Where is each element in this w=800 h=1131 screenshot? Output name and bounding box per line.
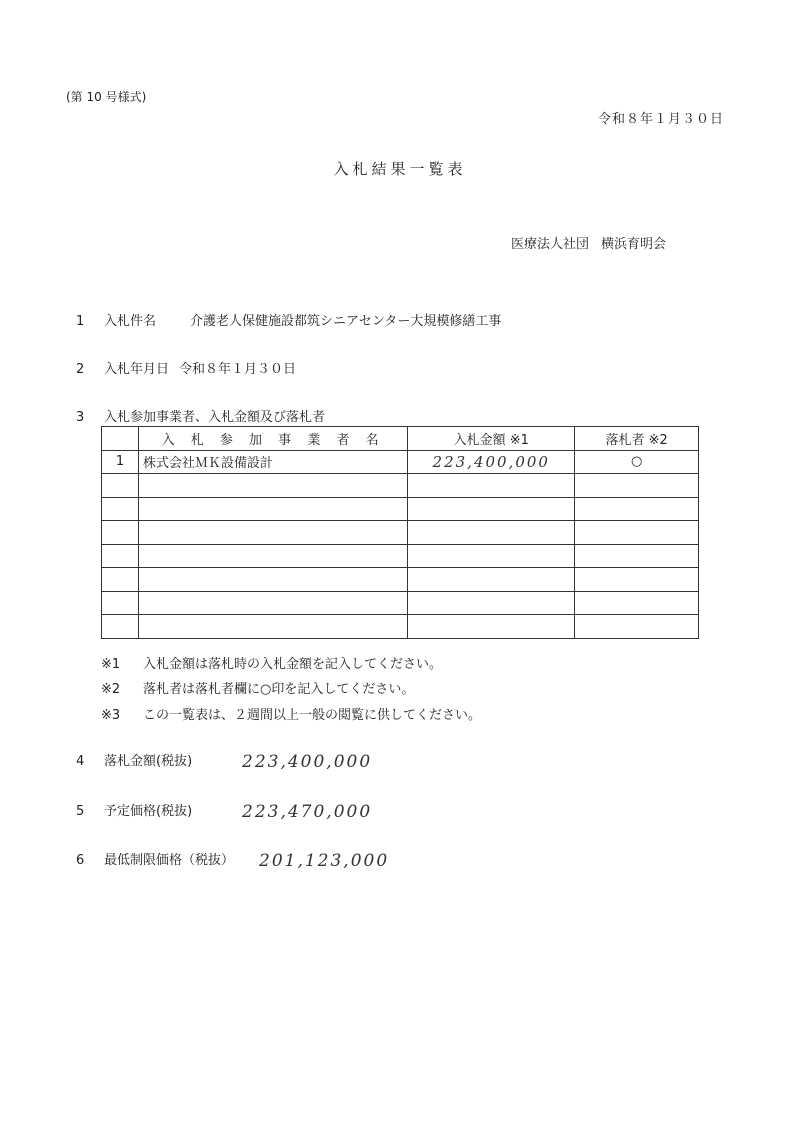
organization bbox=[511, 233, 666, 252]
bidder-name bbox=[138, 568, 407, 592]
bidder-name: 株式会社ＭＫ設備設計 bbox=[138, 450, 407, 474]
item-label: 入札参加事業者、入札金額及び落札者 bbox=[104, 410, 326, 425]
bidder-name bbox=[138, 474, 407, 498]
item-label: 落札金額(税抜) bbox=[104, 754, 193, 769]
bid-amount bbox=[408, 474, 575, 498]
winner-mark bbox=[575, 497, 699, 521]
planned-price-value: 223,470,000 bbox=[242, 802, 373, 822]
bid-amount: 223,400,000 bbox=[432, 452, 550, 471]
row-number: 1 bbox=[102, 450, 139, 474]
bidder-name bbox=[138, 521, 407, 545]
item-number: 4 bbox=[76, 754, 85, 769]
bid-amount bbox=[408, 591, 575, 615]
winning-amount-value: 223,400,000 bbox=[242, 752, 373, 772]
result-winning-amount bbox=[76, 750, 372, 772]
note-mark: ※1 bbox=[101, 657, 121, 672]
item-label: 入札件名 bbox=[104, 314, 157, 329]
item-label: 入札年月日 bbox=[104, 362, 170, 377]
note-mark: ※3 bbox=[101, 708, 121, 723]
bid-table bbox=[101, 426, 699, 639]
org-type: 医療法人社団 bbox=[511, 237, 590, 252]
item-number: 3 bbox=[76, 410, 85, 425]
result-planned-price bbox=[76, 800, 372, 822]
row-number bbox=[102, 521, 139, 545]
item-bid-subject bbox=[76, 310, 501, 329]
header-no bbox=[102, 427, 139, 451]
table-row bbox=[102, 591, 699, 615]
winner-mark bbox=[575, 591, 699, 615]
winner-mark bbox=[575, 615, 699, 639]
bidder-name bbox=[138, 591, 407, 615]
note-2 bbox=[101, 678, 414, 697]
header-bid-amount: 入札金額 ※1 bbox=[408, 427, 575, 451]
row-number bbox=[102, 568, 139, 592]
bid-amount bbox=[408, 544, 575, 568]
item-value: 介護老人保健施設都筑シニアセンター大規模修繕工事 bbox=[190, 314, 502, 329]
table-row bbox=[102, 474, 699, 498]
winner-mark bbox=[575, 474, 699, 498]
winner-mark bbox=[575, 521, 699, 545]
item-label: 予定価格(税抜) bbox=[104, 804, 193, 819]
note-text: 入札金額は落札時の入札金額を記入してください。 bbox=[143, 657, 443, 672]
table-row bbox=[102, 544, 699, 568]
bidder-name bbox=[138, 544, 407, 568]
bid-amount-cell bbox=[408, 450, 575, 474]
table-row bbox=[102, 568, 699, 592]
row-number bbox=[102, 615, 139, 639]
header-winner: 落札者 ※2 bbox=[575, 427, 699, 451]
table-row bbox=[102, 521, 699, 545]
table-row bbox=[102, 497, 699, 521]
winner-mark bbox=[575, 568, 699, 592]
item-participants bbox=[76, 406, 325, 425]
item-number: 1 bbox=[76, 314, 85, 329]
header-bidder-name: 入 札 参 加 事 業 者 名 bbox=[138, 427, 407, 451]
row-number bbox=[102, 497, 139, 521]
note-mark: ※2 bbox=[101, 682, 121, 697]
item-label: 最低制限価格（税抜） bbox=[104, 853, 235, 868]
bid-amount bbox=[408, 615, 575, 639]
form-number: (第 10 号様式) bbox=[66, 90, 147, 104]
item-number: 6 bbox=[76, 853, 85, 868]
org-name: 横浜育明会 bbox=[601, 237, 667, 252]
item-bid-date bbox=[76, 358, 296, 377]
note-text: この一覧表は、２週間以上一般の閲覧に供してください。 bbox=[143, 708, 482, 723]
item-number: 5 bbox=[76, 804, 85, 819]
row-number bbox=[102, 591, 139, 615]
winner-mark bbox=[575, 544, 699, 568]
document-title: 入札結果一覧表 bbox=[333, 160, 467, 178]
bid-amount bbox=[408, 521, 575, 545]
winner-mark: ○ bbox=[575, 450, 699, 474]
bid-amount bbox=[408, 497, 575, 521]
row-number bbox=[102, 474, 139, 498]
item-value: 令和８年１月３０日 bbox=[179, 362, 297, 377]
item-number: 2 bbox=[76, 362, 85, 377]
note-text: 落札者は落札者欄に○印を記入してください。 bbox=[143, 682, 415, 697]
table-row bbox=[102, 615, 699, 639]
result-min-price bbox=[76, 849, 389, 871]
bidder-name bbox=[138, 615, 407, 639]
document-date: 令和８年１月３０日 bbox=[598, 112, 725, 127]
table-header-row bbox=[102, 427, 699, 451]
note-3 bbox=[101, 704, 481, 723]
bid-amount bbox=[408, 568, 575, 592]
table-row bbox=[102, 450, 699, 474]
min-price-value: 201,123,000 bbox=[259, 851, 390, 871]
row-number bbox=[102, 544, 139, 568]
bidder-name bbox=[138, 497, 407, 521]
note-1 bbox=[101, 653, 442, 672]
